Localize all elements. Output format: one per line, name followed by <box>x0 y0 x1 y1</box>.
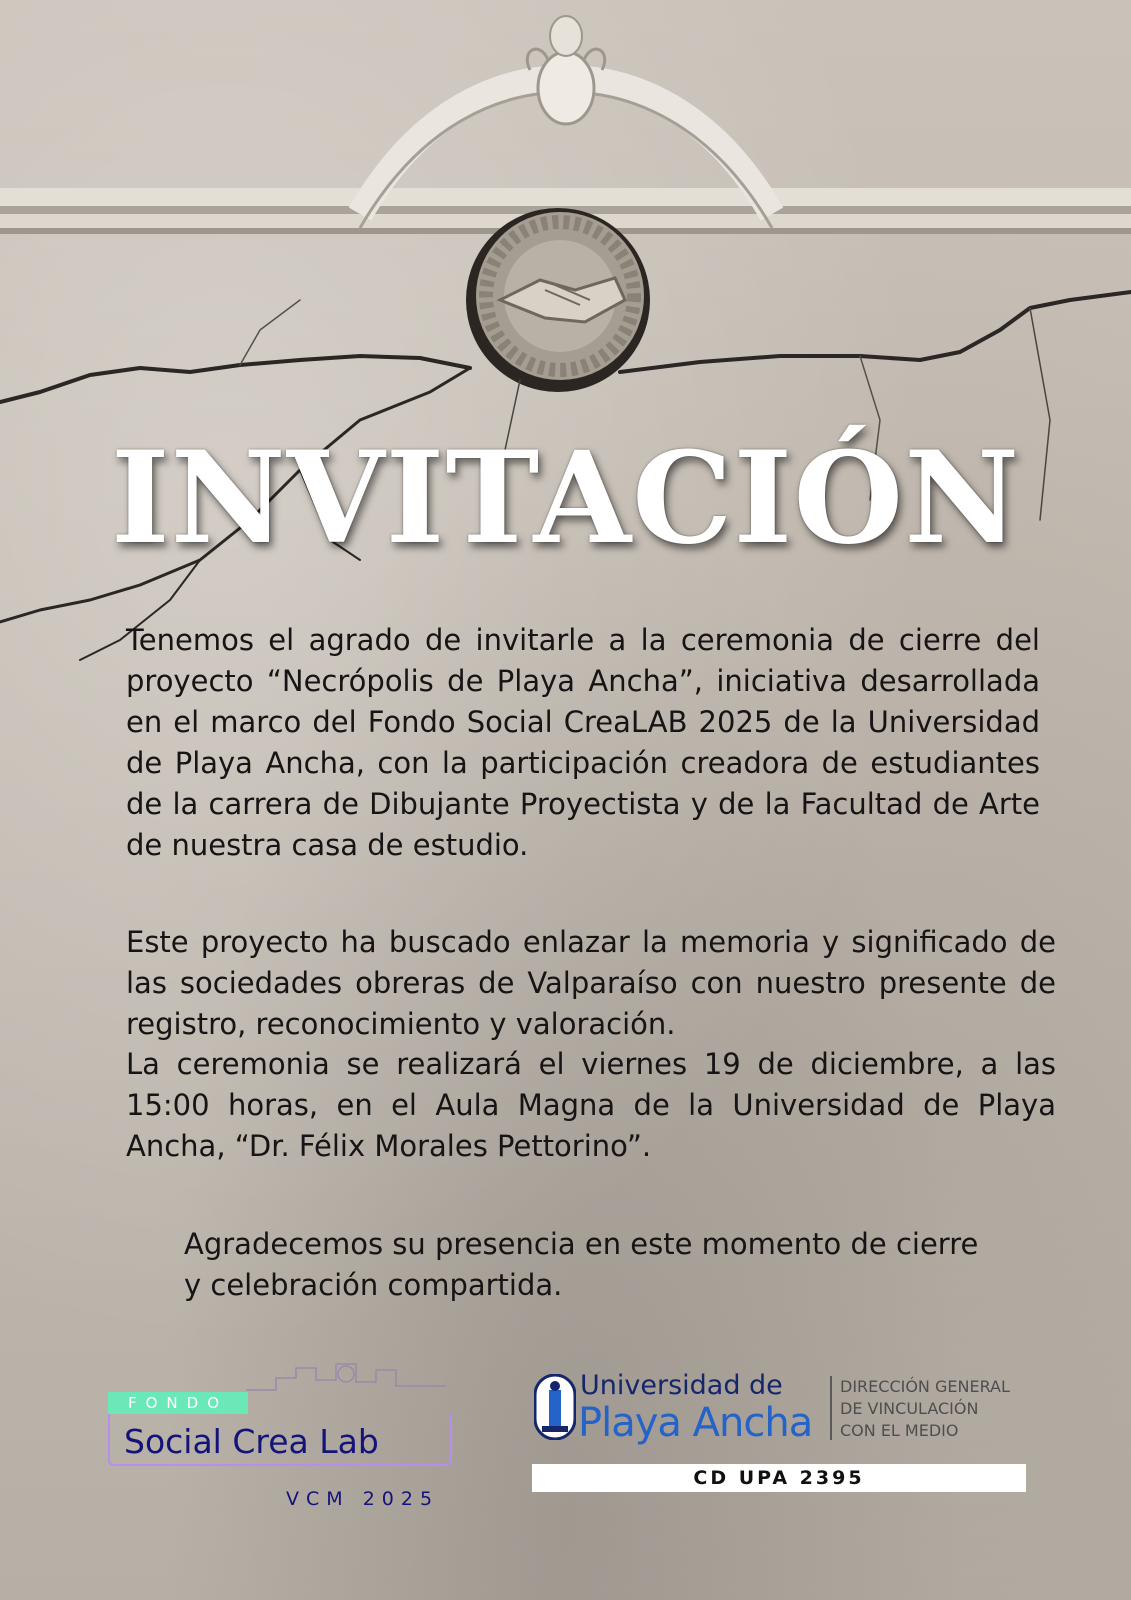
thanks-paragraph: Agradecemos su presencia en este momento de cierre y celebración compartida. <box>184 1227 979 1302</box>
upa-logo <box>530 1372 1030 1502</box>
invitation-title: INVITACIÓN <box>110 424 1021 572</box>
fondo-tag: FONDO <box>108 1392 248 1414</box>
upa-dept-line: DIRECCIÓN GENERAL <box>840 1377 1010 1396</box>
upa-name-line1: Universidad de <box>580 1370 783 1401</box>
project-paragraph: Este proyecto ha buscado enlazar la memoria y significado de las sociedades obreras de Valparaíso con nuestro presente de registro, reconocimiento y valoración. <box>126 925 1056 1041</box>
crealab-year: VCM 2025 <box>286 1488 440 1510</box>
ceremony-details-paragraph: La ceremonia se realizará el viernes 19 de diciembre, a las 15:00 horas, en el Aula Magna de la Universidad de Playa Ancha, “Dr. Félix Morales Pettorino”. <box>126 1047 1056 1163</box>
upa-lighthouse-icon <box>534 1374 576 1440</box>
upa-name-line2: Playa Ancha <box>578 1400 813 1446</box>
crealab-name: Social Crea Lab <box>124 1422 379 1461</box>
upa-department <box>840 1376 1010 1442</box>
upa-divider <box>830 1376 832 1440</box>
crealab-logo <box>106 1360 466 1520</box>
upa-code: CD UPA 2395 <box>532 1464 1026 1492</box>
city-skyline-icon <box>246 1360 446 1392</box>
handshake-medallion-icon <box>466 208 650 392</box>
upa-dept-line: DE VINCULACIÓN <box>840 1399 979 1418</box>
intro-paragraph: Tenemos el agrado de invitarle a la ceremonia de cierre del proyecto “Necrópolis de Playa Ancha”, iniciativa desarrollada en el marco del Fondo Social CreaLAB 2025 de la Universidad de Playa Ancha, con la participación creadora de estudiantes de la carrera de Dibujante Proyectista y de la Facultad de Arte de nuestra casa de estudio. <box>126 623 1040 862</box>
upa-dept-line: CON EL MEDIO <box>840 1421 959 1440</box>
